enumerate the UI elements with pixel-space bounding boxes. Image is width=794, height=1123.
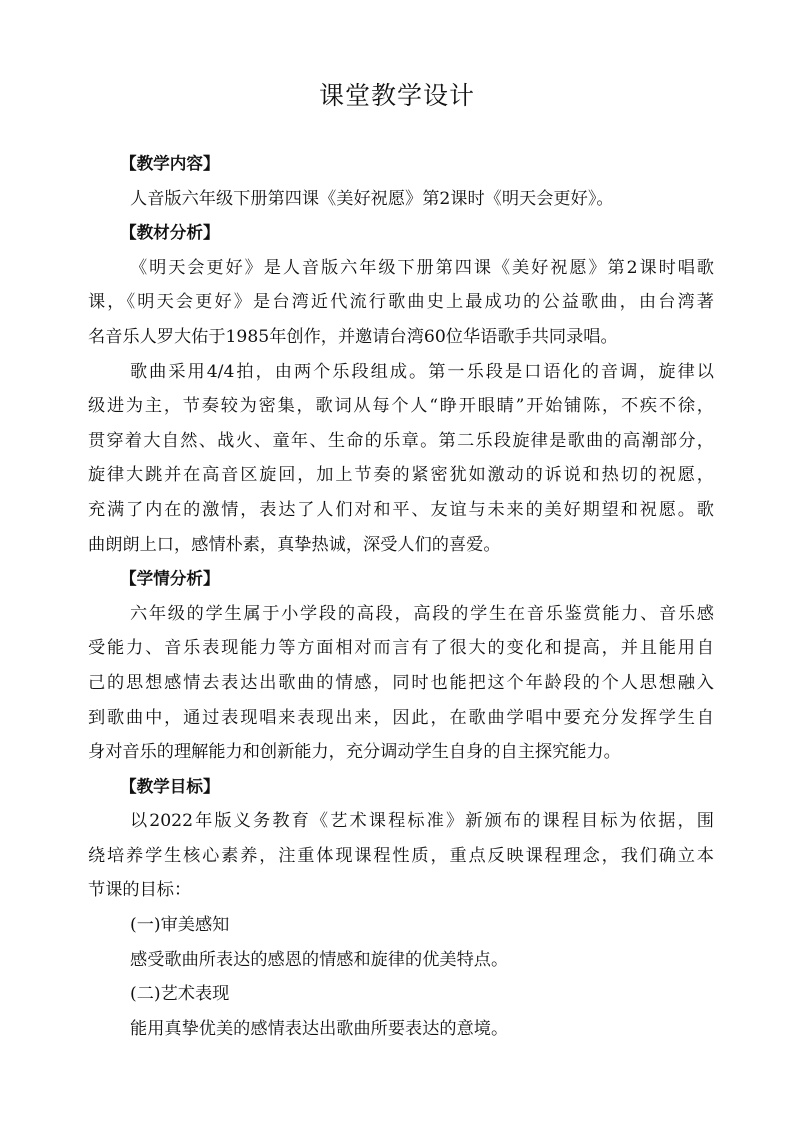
paragraph-line: 感受歌曲所表达的感恩的情感和旋律的优美特点。 bbox=[130, 949, 509, 970]
paragraph-line: (二)艺术表现 bbox=[130, 984, 230, 1005]
paragraph-line: 到歌曲中，通过表现唱来表现出来，因此，在歌曲学唱中要充分发挥学生自 bbox=[88, 707, 714, 728]
document-body bbox=[88, 147, 714, 1046]
paragraph-line: 能用真挚优美的感情表达出歌曲所要表达的意境。 bbox=[130, 1018, 509, 1039]
paragraph-line: 旋律大跳并在高音区旋回，加上节奏的紧密犹如激动的诉说和热切的祝愿， bbox=[88, 465, 714, 486]
paragraph-line: 曲朗朗上口，感情朴素，真挚热诚，深受人们的喜爱。 bbox=[88, 534, 501, 555]
section-heading: 【教材分析】 bbox=[120, 223, 220, 243]
paragraph-line: 《明天会更好》是人音版六年级下册第四课《美好祝愿》第2课时唱歌 bbox=[130, 257, 714, 278]
paragraph-line: 己的思想感情去表达出歌曲的情感，同时也能把这个年龄段的个人思想融入 bbox=[88, 672, 714, 693]
paragraph-line: 课，《明天会更好》是台湾近代流行歌曲史上最成功的公益歌曲，由台湾著 bbox=[88, 292, 714, 313]
paragraph-line: 歌曲采用4/4拍，由两个乐段组成。第一乐段是口语化的音调，旋律以 bbox=[130, 361, 714, 382]
section-heading: 【教学内容】 bbox=[120, 154, 220, 173]
paragraph-line: 节课的目标： bbox=[88, 880, 192, 901]
paragraph-line: 六年级的学生属于小学段的高段，高段的学生在音乐鉴赏能力、音乐感 bbox=[130, 603, 714, 624]
paragraph-line: 绕培养学生核心素养，注重体现课程性质，重点反映课程理念，我们确立本 bbox=[88, 845, 714, 866]
paragraph-line: 人音版六年级下册第四课《美好祝愿》第2课时《明天会更好》。 bbox=[130, 188, 614, 209]
page-title: 课堂教学设计 bbox=[318, 81, 475, 110]
paragraph-line: 受能力、音乐表现能力等方面相对而言有了很大的变化和提高，并且能用自 bbox=[88, 638, 714, 659]
paragraph-line: 充满了内在的激情，表达了人们对和平、友谊与未来的美好期望和祝愿。歌 bbox=[88, 499, 714, 520]
paragraph-line: 贯穿着大自然、战火、童年、生命的乐章。第二乐段旋律是歌曲的高潮部分， bbox=[88, 430, 714, 451]
paragraph-line: 级进为主，节奏较为密集，歌词从每个人“睁开眼睛”开始铺陈，不疾不徐， bbox=[88, 396, 714, 417]
paragraph-line: (一)审美感知 bbox=[130, 915, 230, 936]
section-heading: 【教学目标】 bbox=[120, 776, 220, 796]
paragraph-line: 身对音乐的理解能力和创新能力，充分调动学生自身的自主探究能力。 bbox=[88, 742, 621, 763]
paragraph-line: 名音乐人罗大佑于1985年创作，并邀请台湾60位华语歌手共同录唱。 bbox=[88, 326, 618, 347]
section-heading: 【学情分析】 bbox=[120, 569, 220, 589]
paragraph-line: 以2022年版义务教育《艺术课程标准》新颁布的课程目标为依据，围 bbox=[130, 811, 714, 832]
